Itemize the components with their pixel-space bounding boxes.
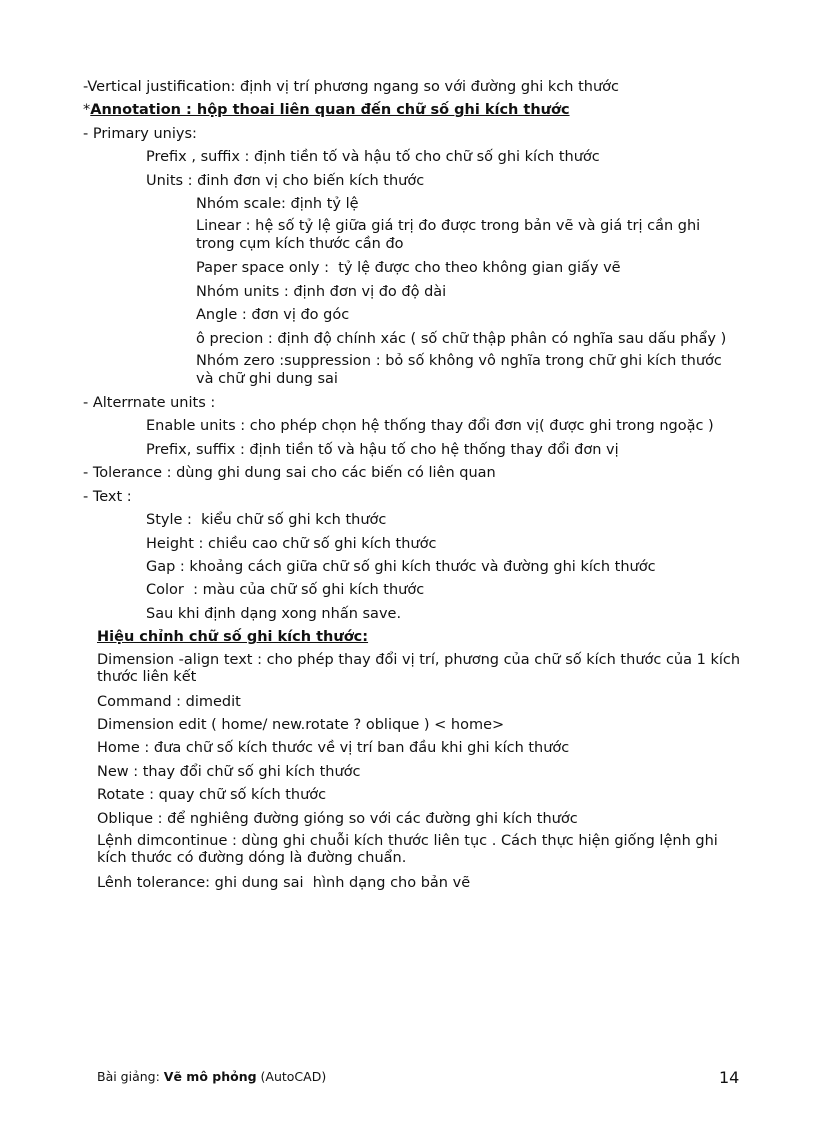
text-paragraph: Dimension -align text : cho phép thay đổi vị trí, phương của chữ số kích thước của 1 kích thước liên kết [97, 651, 741, 686]
footer-course-title [97, 1069, 326, 1084]
text-line: ô precion : định độ chính xác ( số chữ thập phân có nghĩa sau dấu phẩy ) [196, 330, 727, 347]
text-line: New : thay đổi chữ số ghi kích thước [97, 763, 361, 780]
text-paragraph: Lệnh dimcontinue : dùng ghi chuỗi kích thước liên tục . Cách thực hiện giống lệnh ghi kích thước có đường dóng là đường chuẩn. [97, 832, 718, 867]
heading-text: Annotation : hộp thoai liên quan đến chữ số ghi kích thước [90, 102, 570, 119]
text-line: Dimension edit ( home/ new.rotate ? oblique ) < home> [97, 716, 505, 733]
footer-title: Vẽ mô phỏng [163, 1069, 257, 1084]
section-heading-annotation [83, 99, 743, 122]
text-line: Lênh tolerance: ghi dung sai hình dạng cho bản vẽ [97, 874, 471, 891]
text-line: Angle : đơn vị đo góc [196, 307, 350, 324]
section-heading-edit: Hiệu chỉnh chữ số ghi kích thước: [97, 629, 369, 646]
text-line: - Tolerance : dùng ghi dung sai cho các biến có liên quan [83, 465, 496, 482]
text-line: Prefix, suffix : định tiền tố và hậu tố cho hệ thống thay đổi đơn vị [146, 441, 619, 458]
text-line: Height : chiều cao chữ số ghi kích thước [146, 535, 437, 552]
text-line: Rotate : quay chữ số kích thước [97, 787, 327, 804]
text-line: Prefix , suffix : định tiền tố và hậu tố cho chữ số ghi kích thước [146, 149, 600, 166]
text-line: Gap : khoảng cách giữa chữ số ghi kích thước và đường ghi kích thước [146, 558, 656, 575]
text-line: Sau khi định dạng xong nhấn save. [146, 605, 402, 622]
text-line: Nhóm scale: định tỷ lệ [196, 196, 359, 213]
text-paragraph: Linear : hệ số tỷ lệ giữa giá trị đo được trong bản vẽ và giá trị cần ghi trong cụm kích thước cần đo [196, 218, 701, 252]
text-line: Paper space only : tỷ lệ được cho theo không gian giấy vẽ [196, 260, 621, 277]
footer-suffix: (AutoCAD) [256, 1069, 327, 1084]
text-line: Units : đinh đơn vị cho biến kích thước [146, 172, 425, 189]
page-content [83, 76, 743, 895]
text-line: Color : màu của chữ số ghi kích thước [146, 582, 425, 599]
footer-prefix: Bài giảng: [97, 1069, 164, 1084]
text-line: Home : đưa chữ số kích thước về vị trí ban đầu khi ghi kích thước [97, 740, 570, 757]
text-line: - Primary uniys: [83, 125, 197, 142]
text-line: Oblique : để nghiêng đường gióng so với các đường ghi kích thước [97, 810, 578, 827]
text-line: Nhóm units : định đơn vị đo độ dài [196, 283, 447, 300]
text-line: - Alterrnate units : [83, 395, 216, 412]
text-paragraph: Nhóm zero :suppression : bỏ số không vô nghĩa trong chữ ghi kích thước và chữ ghi dung sai [196, 353, 722, 387]
text-line: Style : kiểu chữ số ghi kch thước [146, 512, 387, 529]
text-line: - Text : [83, 488, 132, 505]
text-line: -Vertical justification: định vị trí phương ngang so với đường ghi kch thước [83, 79, 619, 95]
page-number: 14 [719, 1068, 740, 1087]
asterisk-marker: * [83, 102, 91, 119]
text-line: Enable units : cho phép chọn hệ thống thay đổi đơn vị( được ghi trong ngoặc ) [146, 418, 714, 435]
text-line: Command : dimedit [97, 693, 241, 710]
